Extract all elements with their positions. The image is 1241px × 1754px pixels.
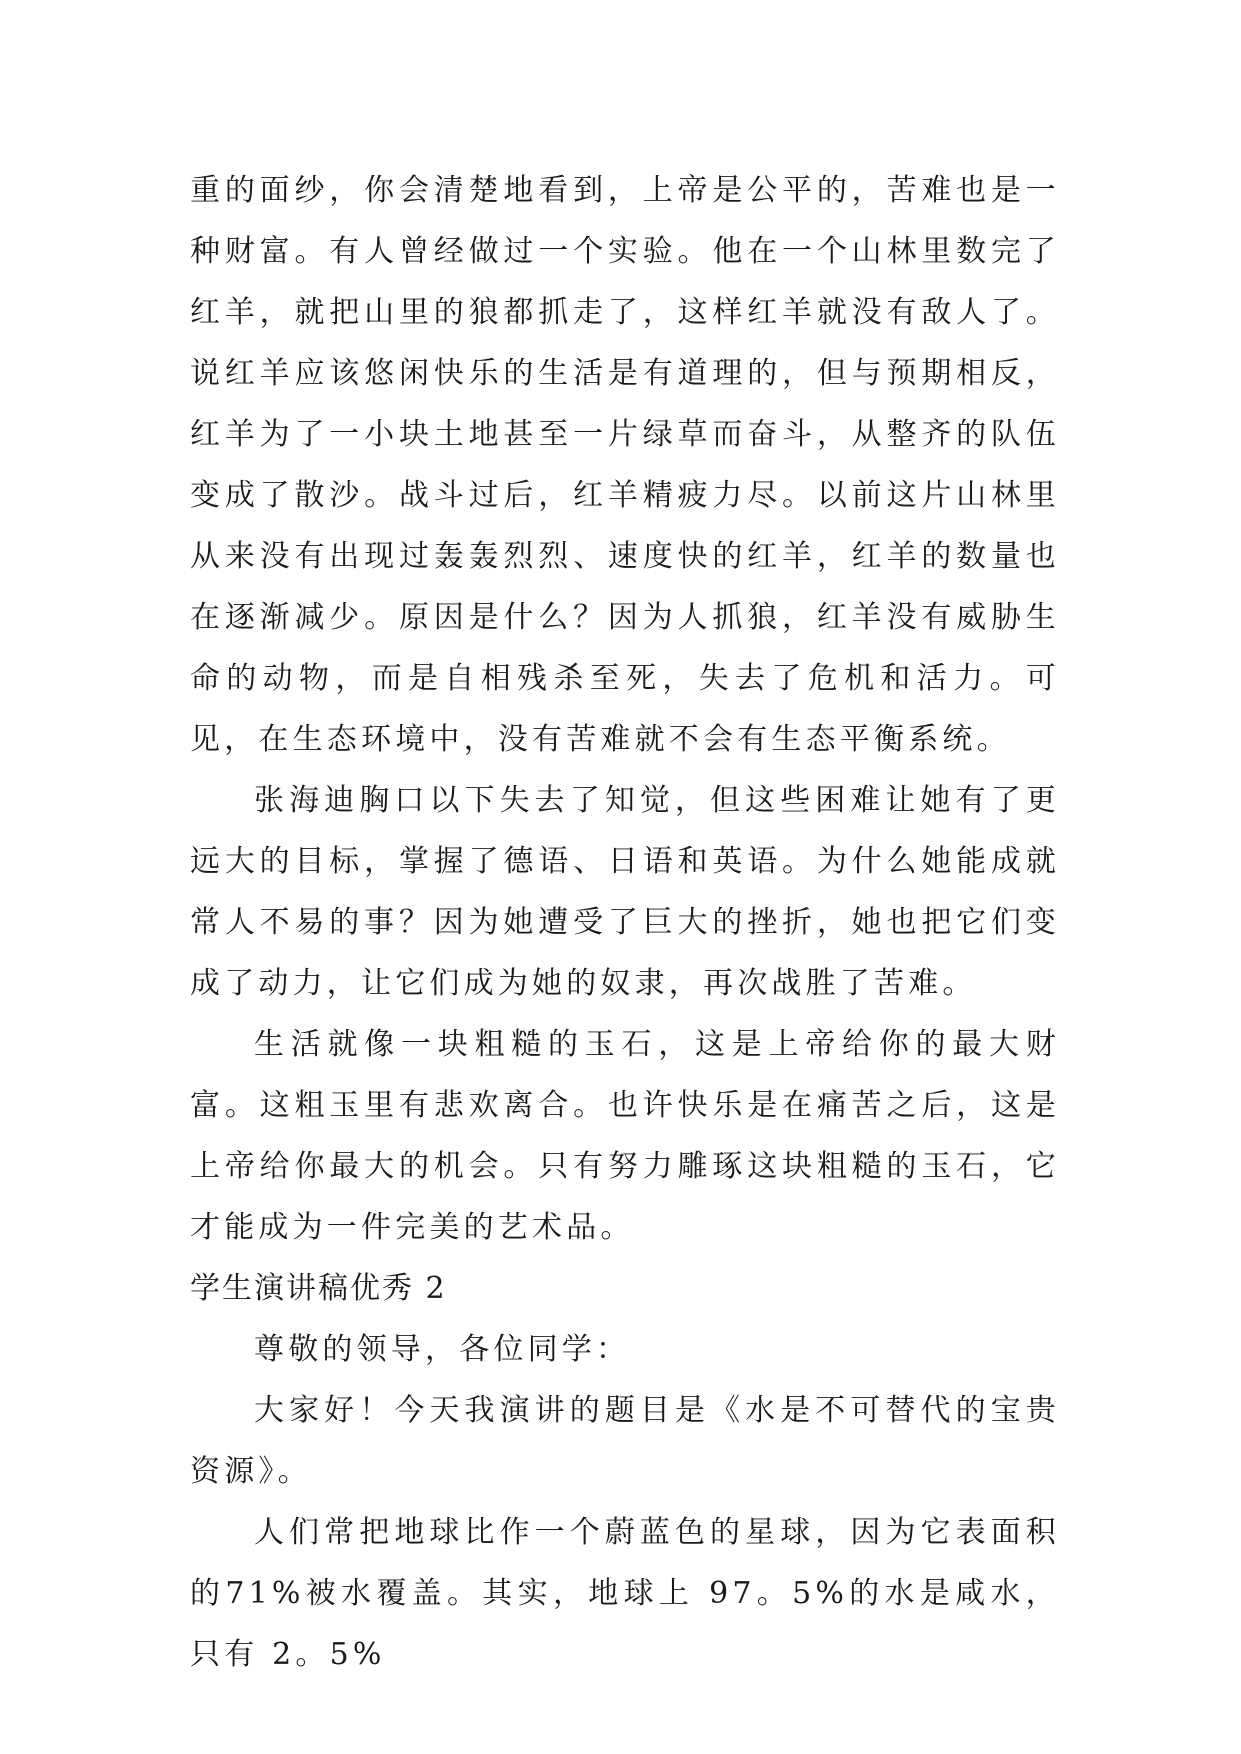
paragraph-rough-jade: 生活就像一块粗糙的玉石，这是上帝给你的最大财富。这粗玉里有悲欢离合。也许快乐是在痛苦之后，这是上帝给你最大的机会。只有努力雕琢这块粗糙的玉石，它才能成为一件完美的艺术品。 <box>190 1027 1060 1245</box>
paragraph-zhang-haidi: 张海迪胸口以下失去了知觉，但这些困难让她有了更远大的目标，掌握了德语、日语和英语。为什么她能成就常人不易的事？因为她遭受了巨大的挫折，她也把它们变成了动力，让它们成为她的奴隶，再次战胜了苦难。 <box>190 783 1060 1001</box>
paragraph-greeting: 大家好！今天我演讲的题目是《水是不可替代的宝贵资源》。 <box>190 1393 1060 1489</box>
paragraph-water: 人们常把地球比作一个蔚蓝色的星球，因为它表面积的71%被水覆盖。其实，地球上 97。5%的水是咸水，只有 2。5% <box>190 1515 1060 1672</box>
document-body <box>190 160 1060 1685</box>
paragraph-continuation: 重的面纱，你会清楚地看到，上帝是公平的，苦难也是一种财富。有人曾经做过一个实验。他在一个山林里数完了红羊，就把山里的狼都抓走了，这样红羊就没有敌人了。说红羊应该悠闲快乐的生活是有道理的，但与预期相反，红羊为了一小块土地甚至一片绿草而奋斗，从整齐的队伍变成了散沙。战斗过后，红羊精疲力尽。以前这片山林里从来没有出现过轰轰烈烈、速度快的红羊，红羊的数量也在逐渐减少。原因是什么？因为人抓狼，红羊没有威胁生命的动物，而是自相残杀至死，失去了危机和活力。可见，在生态环境中，没有苦难就不会有生态平衡系统。 <box>190 173 1060 757</box>
section-heading: 学生演讲稿优秀 2 <box>190 1271 447 1306</box>
paragraph-salutation: 尊敬的领导，各位同学： <box>254 1332 631 1367</box>
